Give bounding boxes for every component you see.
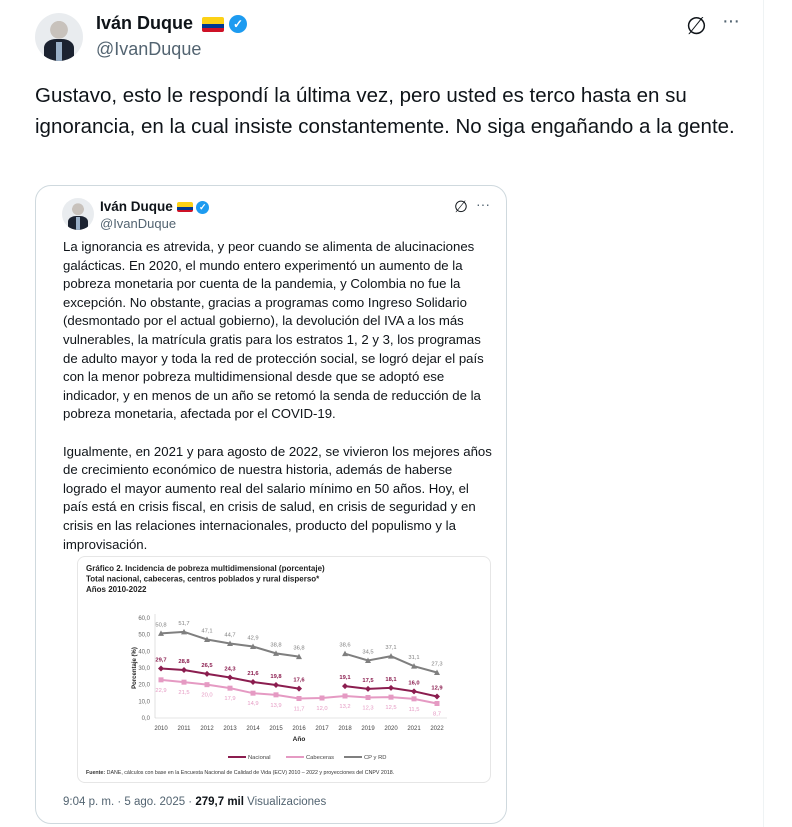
quoted-paragraph bbox=[63, 238, 503, 424]
data-label-cp-y-rd: 34,5 bbox=[362, 649, 374, 656]
data-label-nacional: 19,1 bbox=[339, 675, 351, 682]
colombia-flag-icon bbox=[202, 17, 224, 32]
legend-label-cabeceras: Cabeceras bbox=[306, 755, 335, 761]
data-label-cabeceras: 11,5 bbox=[408, 706, 420, 713]
x-tick-label: 2010 bbox=[154, 726, 168, 732]
verified-badge-icon[interactable]: ✓ bbox=[229, 15, 247, 33]
data-point-cabeceras bbox=[366, 695, 371, 700]
x-tick-label: 2012 bbox=[200, 726, 214, 732]
data-point-nacional bbox=[388, 685, 394, 691]
data-label-cp-y-rd: 38,6 bbox=[339, 642, 351, 649]
data-label-cabeceras: 13,2 bbox=[339, 704, 351, 710]
chart-source-label: Fuente: bbox=[86, 770, 106, 776]
y-axis-title: Porcentaje (%) bbox=[132, 647, 138, 689]
tweet-timestamp[interactable]: 9:04 p. m. · 5 ago. 2025 · bbox=[63, 796, 196, 808]
data-label-cp-y-rd: 51,7 bbox=[178, 620, 190, 627]
chart-title-line: Gráfico 2. Incidencia de pobreza multidimensional (porcentaje) bbox=[86, 564, 325, 573]
quoted-text-line: con la menor pobreza multidimensional desde que se adoptó ese bbox=[63, 369, 445, 385]
y-tick-label: 40,0 bbox=[138, 649, 150, 656]
data-point-nacional bbox=[411, 688, 417, 694]
data-point-nacional bbox=[342, 683, 348, 689]
quoted-text-line: improvisación. bbox=[63, 536, 148, 552]
grok-icon: ∅ bbox=[454, 199, 468, 216]
x-axis-title: Año bbox=[292, 736, 306, 743]
data-label-nacional: 24,3 bbox=[224, 666, 236, 673]
data-label-cabeceras: 21,5 bbox=[178, 690, 190, 697]
quoted-text-line: vulnerables, la matrícula gratis para los estratos 1, 2 y 3, los programas bbox=[63, 331, 481, 347]
avatar[interactable] bbox=[35, 13, 83, 61]
quoted-paragraph bbox=[63, 443, 503, 555]
data-label-nacional: 21,6 bbox=[247, 671, 259, 677]
x-tick-label: 2018 bbox=[338, 726, 352, 732]
colombia-flag-icon bbox=[177, 202, 193, 212]
author-name-row[interactable] bbox=[96, 13, 247, 34]
data-point-nacional bbox=[204, 671, 210, 677]
legend-label-cp-y-rd: CP y RD bbox=[364, 755, 387, 761]
data-point-cabeceras bbox=[274, 692, 279, 697]
grok-icon[interactable]: ∅ bbox=[686, 13, 707, 40]
data-point-nacional bbox=[158, 666, 164, 672]
data-point-cabeceras bbox=[389, 695, 394, 700]
data-point-nacional bbox=[227, 675, 233, 681]
quoted-tweet[interactable] bbox=[35, 185, 507, 824]
x-tick-label: 2014 bbox=[246, 726, 260, 732]
data-label-nacional: 26,5 bbox=[201, 662, 213, 669]
y-tick-label: 0,0 bbox=[141, 716, 150, 722]
quoted-text-line: excepción. No obstante, gracias a programas como Ingreso Solidario bbox=[63, 294, 467, 310]
chart-source bbox=[86, 770, 394, 776]
data-label-cabeceras: 12,5 bbox=[385, 705, 397, 712]
tweet-meta bbox=[63, 796, 326, 808]
x-tick-label: 2019 bbox=[361, 726, 375, 732]
legend-label-nacional: Nacional bbox=[248, 755, 271, 761]
data-point-cabeceras bbox=[251, 691, 256, 696]
y-tick-label: 50,0 bbox=[138, 632, 150, 639]
quoted-author-handle: @IvanDuque bbox=[100, 216, 177, 231]
views-count: 279,7 mil bbox=[195, 796, 244, 808]
quoted-text-line: de crecimiento económico de nuestra historia, además de haberse bbox=[63, 462, 453, 478]
data-label-cp-y-rd: 38,8 bbox=[270, 642, 282, 649]
data-point-cabeceras bbox=[228, 686, 233, 691]
tweet-text: Gustavo, esto le respondí la última vez, pero usted es terco hasta en su ignorancia, en la cual insiste constantemente. No siga engañando a la gente. bbox=[35, 84, 735, 138]
data-label-nacional: 18,1 bbox=[385, 676, 397, 683]
data-label-cabeceras: 14,9 bbox=[247, 701, 259, 708]
data-point-cabeceras bbox=[159, 677, 164, 682]
data-point-nacional bbox=[250, 679, 256, 685]
data-point-nacional bbox=[181, 667, 187, 673]
data-label-cp-y-rd: 42,9 bbox=[247, 635, 259, 642]
quoted-text-line: (desmontado por el actual gobierno), la devolución del IVA a los más bbox=[63, 313, 464, 329]
data-label-cp-y-rd: 27,3 bbox=[431, 661, 443, 668]
data-label-nacional: 29,7 bbox=[155, 657, 167, 664]
data-label-cp-y-rd: 37,1 bbox=[385, 645, 397, 652]
data-label-nacional: 17,6 bbox=[293, 677, 305, 684]
quoted-text-line: galácticas. En 2020, el mundo entero experimentó un aumento de la bbox=[63, 257, 463, 273]
x-tick-label: 2015 bbox=[269, 726, 283, 732]
data-label-cabeceras: 8,7 bbox=[432, 711, 442, 718]
quoted-text-line: logrado el mayor aumento real del salario mínimo en 50 años. Hoy, el bbox=[63, 480, 469, 496]
data-label-cp-y-rd: 50,8 bbox=[155, 622, 167, 629]
data-point-nacional bbox=[273, 682, 279, 688]
verified-badge-icon: ✓ bbox=[196, 201, 209, 214]
quoted-text bbox=[63, 238, 503, 573]
data-point-nacional bbox=[365, 686, 371, 692]
data-label-nacional: 19,8 bbox=[270, 674, 282, 680]
data-point-cabeceras bbox=[182, 680, 187, 685]
y-tick-label: 20,0 bbox=[138, 682, 150, 689]
author-name[interactable]: Iván Duque bbox=[96, 13, 194, 33]
data-point-cabeceras bbox=[297, 696, 302, 701]
data-label-cabeceras: 20,0 bbox=[201, 692, 213, 699]
data-point-cabeceras bbox=[412, 696, 417, 701]
more-icon[interactable]: ··· bbox=[722, 10, 739, 32]
data-label-cp-y-rd: 44,7 bbox=[224, 632, 236, 639]
y-tick-label: 60,0 bbox=[138, 616, 150, 622]
data-label-nacional: 28,8 bbox=[178, 659, 190, 665]
quoted-text-line: Igualmente, en 2021 y para agosto de 2022, se vivieron los mejores años bbox=[63, 443, 492, 459]
y-tick-label: 30,0 bbox=[138, 666, 150, 672]
poverty-chart bbox=[77, 556, 491, 783]
data-point-nacional bbox=[296, 686, 302, 692]
data-label-cabeceras: 11,7 bbox=[293, 706, 305, 713]
chart-title-line: Total nacional, cabeceras, centros poblados y rural disperso* bbox=[86, 574, 320, 584]
data-label-cabeceras: 12,3 bbox=[362, 705, 374, 712]
data-point-cabeceras bbox=[435, 701, 440, 706]
more-icon: ··· bbox=[476, 196, 490, 212]
quoted-text-line: país está en crisis fiscal, en crisis de salud, en crisis de seguridad y en bbox=[63, 499, 476, 515]
data-label-cabeceras: 12,0 bbox=[316, 706, 328, 712]
x-tick-label: 2021 bbox=[407, 726, 421, 732]
quoted-avatar bbox=[62, 198, 94, 230]
data-label-nacional: 16,0 bbox=[408, 680, 420, 687]
x-tick-label: 2016 bbox=[292, 726, 306, 732]
y-tick-label: 10,0 bbox=[138, 699, 150, 706]
data-point-cabeceras bbox=[343, 694, 348, 699]
data-label-nacional: 12,9 bbox=[431, 685, 443, 692]
data-label-nacional: 17,5 bbox=[362, 677, 374, 684]
data-point-cabeceras bbox=[320, 696, 325, 701]
quoted-author-name: Iván Duque bbox=[100, 199, 173, 214]
chart-title-line: Años 2010-2022 bbox=[86, 585, 147, 594]
chart-svg bbox=[78, 557, 490, 782]
x-tick-label: 2017 bbox=[315, 726, 329, 732]
quoted-text-line: pobreza monetaria, afectada por el COVID-19. bbox=[63, 406, 336, 422]
data-point-nacional bbox=[434, 694, 440, 700]
views-label: Visualizaciones bbox=[243, 796, 327, 808]
x-tick-label: 2011 bbox=[177, 726, 191, 732]
data-label-cp-y-rd: 36,8 bbox=[293, 645, 305, 652]
x-tick-label: 2020 bbox=[384, 726, 398, 732]
quoted-text-line: pobreza monetaria por cuenta de la pandemia, y Colombia no fue la bbox=[63, 276, 461, 292]
data-point-cabeceras bbox=[205, 682, 210, 687]
quoted-text-line: indicador, y en menos de un año se retomó la senda de reducción de la bbox=[63, 387, 481, 403]
data-label-cp-y-rd: 47,1 bbox=[201, 628, 213, 635]
quoted-author-row bbox=[100, 199, 209, 214]
quoted-text-line: de adulto mayor y toda la red de protección social, se logró dejar el país bbox=[63, 350, 484, 366]
quoted-text-line: crisis en las relaciones internacionales, producto del populismo y la bbox=[63, 517, 456, 533]
quoted-text-line: La ignorancia es atrevida, y peor cuando se alimenta de alucinaciones bbox=[63, 239, 475, 254]
chart-source-text: DANE, cálculos con base en la Encuesta Nacional de Calidad de Vida (ECV) 2010 – 2022 y proyecciones del CNPV 2018. bbox=[105, 770, 395, 776]
timeline-border bbox=[763, 0, 764, 827]
x-tick-label: 2013 bbox=[223, 726, 237, 732]
data-label-cabeceras: 22,9 bbox=[155, 687, 167, 694]
data-label-cabeceras: 13,9 bbox=[270, 702, 282, 709]
data-label-cp-y-rd: 31,1 bbox=[408, 655, 420, 662]
author-handle[interactable]: @IvanDuque bbox=[96, 39, 202, 59]
x-tick-label: 2022 bbox=[430, 726, 444, 732]
data-label-cabeceras: 17,9 bbox=[224, 696, 236, 703]
